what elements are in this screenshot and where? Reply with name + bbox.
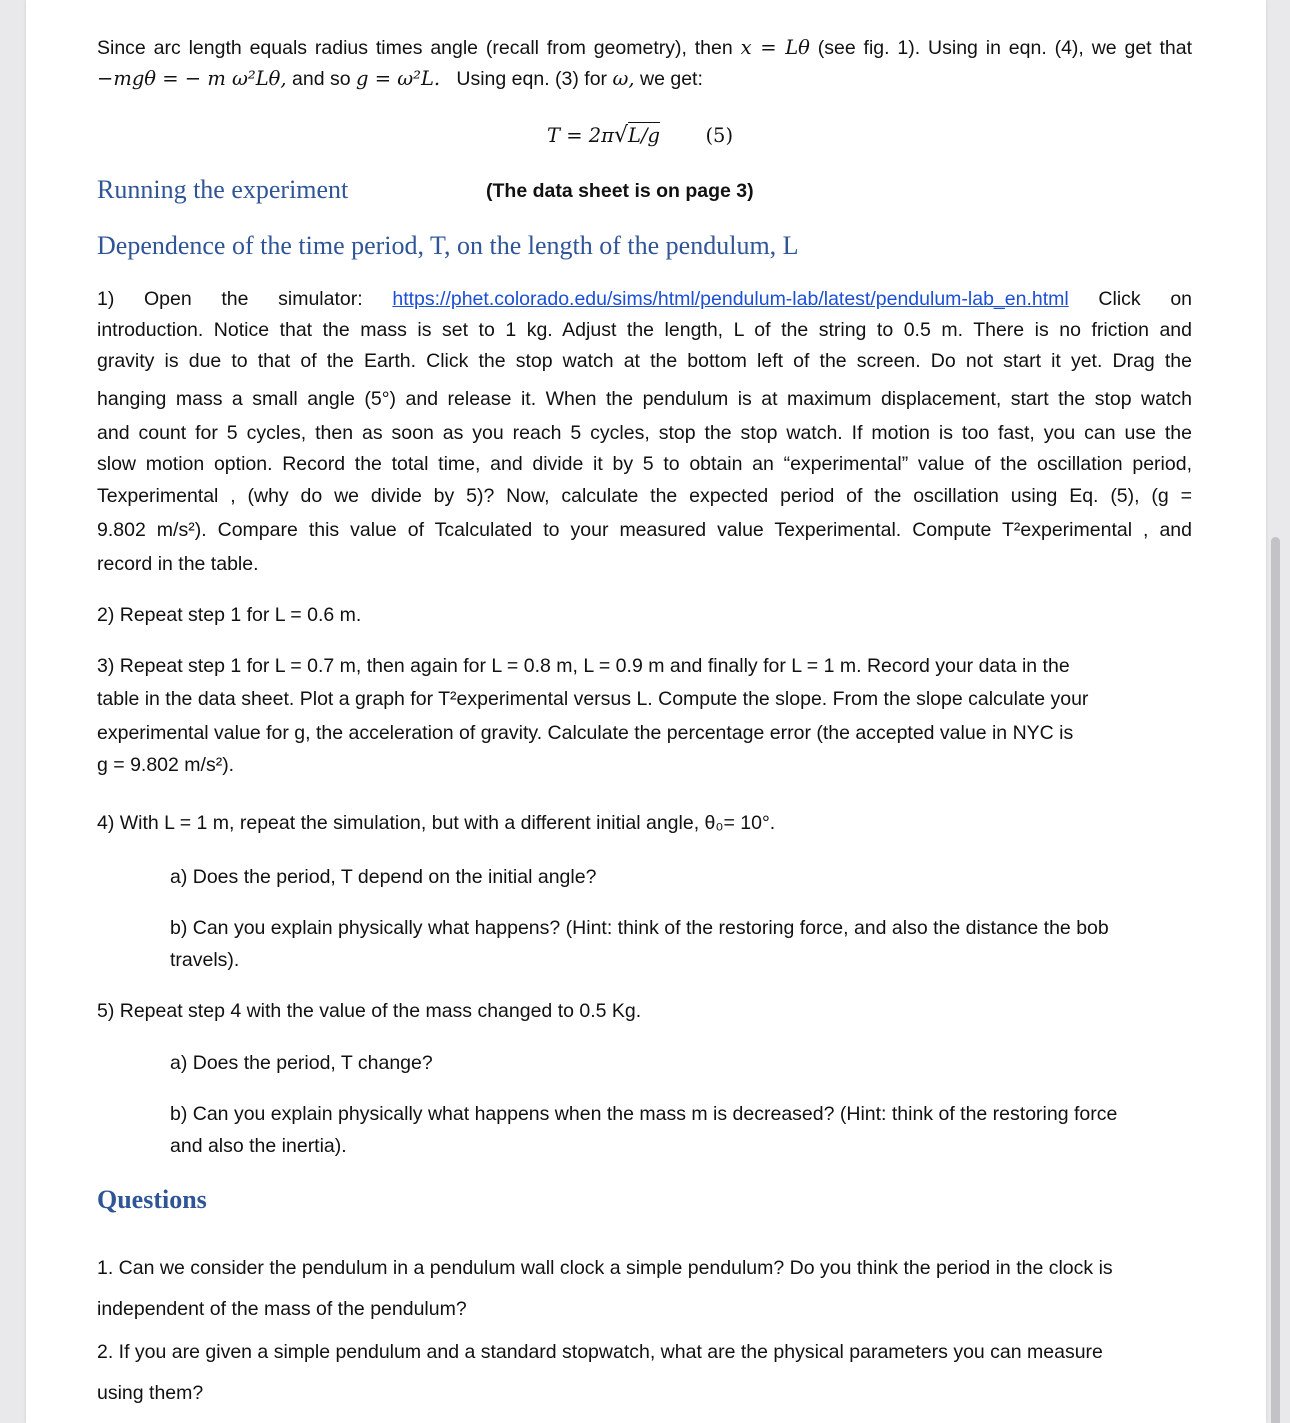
- step-5-question-a: a) Does the period, T change?: [170, 1052, 433, 1074]
- question-1-line-1: 1. Can we consider the pendulum in a pendulum wall clock a simple pendulum? Do you think the period in the clock is: [97, 1257, 1113, 1279]
- step-1-line-8: 9.802 m/s²). Compare this value of Tcalculated to your measured value Texperimental. Compute T²experimental , and: [97, 519, 1192, 541]
- intro-line-2: −mgθ = − m ω²Lθ, and so g = ω²L. Using eqn. (3) for ω, we get:: [97, 67, 703, 90]
- question-1-line-2: independent of the mass of the pendulum?: [97, 1298, 467, 1320]
- step-3-line-3: experimental value for g, the acceleration of gravity. Calculate the percentage error (the accepted value in NYC is: [97, 722, 1074, 744]
- step-1-line-5: and count for 5 cycles, then as soon as you reach 5 cycles, stop the stop watch. If motion is too fast, you can use the: [97, 422, 1192, 444]
- step-4-question-b-line-1: b) Can you explain physically what happens? (Hint: think of the restoring force, and also the distance the bob: [170, 917, 1109, 939]
- step-4-question-a: a) Does the period, T depend on the initial angle?: [170, 866, 597, 888]
- question-2-line-1: 2. If you are given a simple pendulum and a standard stopwatch, what are the physical parameters you can measure: [97, 1341, 1103, 1363]
- step-2: 2) Repeat step 1 for L = 0.6 m.: [97, 604, 362, 626]
- step-3-line-4: g = 9.802 m/s²).: [97, 754, 235, 776]
- step-1-line-9: record in the table.: [97, 553, 259, 575]
- document-page: [26, 0, 1266, 1423]
- step-3-line-2: table in the data sheet. Plot a graph for T²experimental versus L. Compute the slope. From the slope calculate your: [97, 688, 1089, 710]
- section-heading-dependence: Dependence of the time period, T, on the length of the pendulum, L: [97, 231, 799, 260]
- step-5: 5) Repeat step 4 with the value of the mass changed to 0.5 Kg.: [97, 1000, 642, 1022]
- vertical-scrollbar[interactable]: [1271, 537, 1280, 1423]
- step-1-line-2: introduction. Notice that the mass is set to 1 kg. Adjust the length, L of the string to 0.5 m. There is no friction and: [97, 319, 1192, 341]
- step-5-question-b-line-2: and also the inertia).: [170, 1135, 347, 1157]
- step-4-question-b-line-2: travels).: [170, 949, 240, 971]
- step-1-line-1: 1) Open the simulator: https://phet.colorado.edu/sims/html/pendulum-lab/latest/pendulum-lab_en.html Click on: [97, 288, 1193, 310]
- section-heading-running: Running the experiment: [97, 175, 349, 204]
- question-2-line-2: using them?: [97, 1382, 204, 1404]
- step-1-line-3: gravity is due to that of the Earth. Click the stop watch at the bottom left of the screen. Do not start it yet. Drag the: [97, 350, 1192, 372]
- step-1-line-6: slow motion option. Record the total time, and divide it by 5 to obtain an “experimental” value of the oscillation period,: [97, 453, 1192, 475]
- step-1-line-7: Texperimental , (why do we divide by 5)? Now, calculate the expected period of the oscillation using Eq. (5), (g =: [97, 485, 1192, 507]
- equation-5: T = 2π√L/g (5): [547, 123, 734, 148]
- data-sheet-note: (The data sheet is on page 3): [486, 180, 754, 202]
- step-1-line-4: hanging mass a small angle (5°) and release it. When the pendulum is at maximum displacement, start the stop watch: [97, 388, 1192, 410]
- simulator-link[interactable]: https://phet.colorado.edu/sims/html/pendulum-lab/latest/pendulum-lab_en.html: [392, 288, 1069, 310]
- intro-line-1: Since arc length equals radius times angle (recall from geometry), then x = Lθ (see fig. 1). Using in eqn. (4), we get that: [97, 36, 1192, 59]
- step-3-line-1: 3) Repeat step 1 for L = 0.7 m, then again for L = 0.8 m, L = 0.9 m and finally for L = 1 m. Record your data in the: [97, 655, 1070, 677]
- step-4: 4) With L = 1 m, repeat the simulation, but with a different initial angle, θ₀= 10°.: [97, 812, 776, 834]
- step-5-question-b-line-1: b) Can you explain physically what happens when the mass m is decreased? (Hint: think of the restoring force: [170, 1103, 1118, 1125]
- section-heading-questions: Questions: [97, 1185, 207, 1214]
